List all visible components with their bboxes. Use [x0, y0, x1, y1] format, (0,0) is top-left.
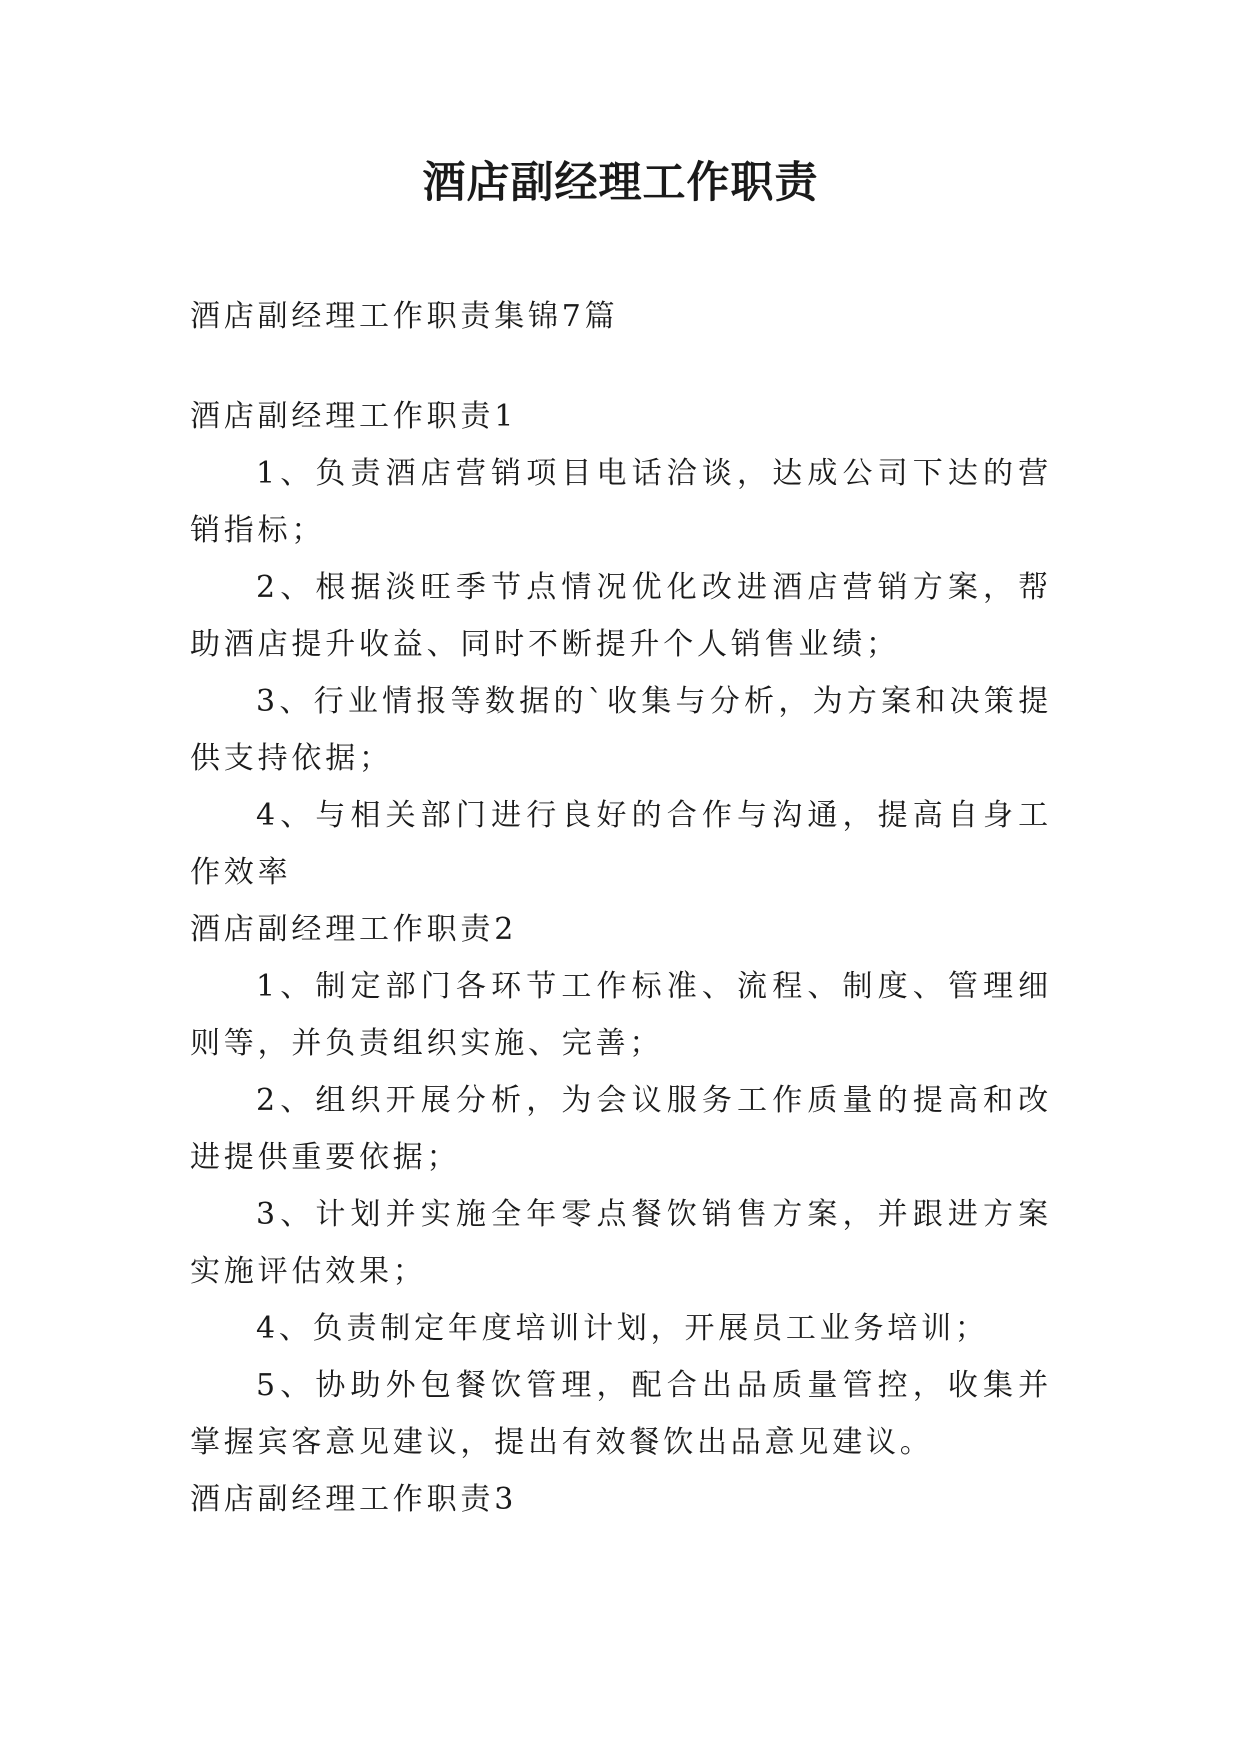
section-3 [190, 1471, 1052, 1528]
section-2 [190, 901, 1052, 1471]
document-subtitle: 酒店副经理工作职责集锦7篇 [190, 299, 619, 334]
section-1 [190, 388, 1052, 901]
paragraph: 1、制定部门各环节工作标准、流程、制度、管理细则等，并负责组织实施、完善； [190, 969, 1052, 1061]
paragraph: 1、负责酒店营销项目电话洽谈，达成公司下达的营销指标； [190, 456, 1052, 548]
section-heading: 酒店副经理工作职责1 [190, 399, 518, 434]
paragraph: 2、组织开展分析，为会议服务工作质量的提高和改进提供重要依据； [190, 1083, 1052, 1175]
paragraph: 2、根据淡旺季节点情况优化改进酒店营销方案，帮助酒店提升收益、同时不断提升个人销售业绩； [190, 570, 1052, 662]
paragraph: 4、负责制定年度培训计划，开展员工业务培训； [256, 1311, 989, 1346]
section-heading: 酒店副经理工作职责2 [190, 912, 518, 947]
paragraph: 3、计划并实施全年零点餐饮销售方案，并跟进方案实施评估效果； [190, 1197, 1052, 1289]
paragraph: 3、行业情报等数据的`收集与分析，为方案和决策提供支持依据； [190, 684, 1052, 776]
document-body [190, 288, 1052, 1528]
spacer [190, 345, 1052, 388]
paragraph: 4、与相关部门进行良好的合作与沟通，提高自身工作效率 [190, 798, 1052, 890]
section-heading: 酒店副经理工作职责3 [190, 1482, 518, 1517]
document-title: 酒店副经理工作职责 [422, 158, 819, 208]
paragraph: 5、协助外包餐饮管理，配合出品质量管控，收集并掌握宾客意见建议，提出有效餐饮出品意见建议。 [190, 1368, 1052, 1460]
